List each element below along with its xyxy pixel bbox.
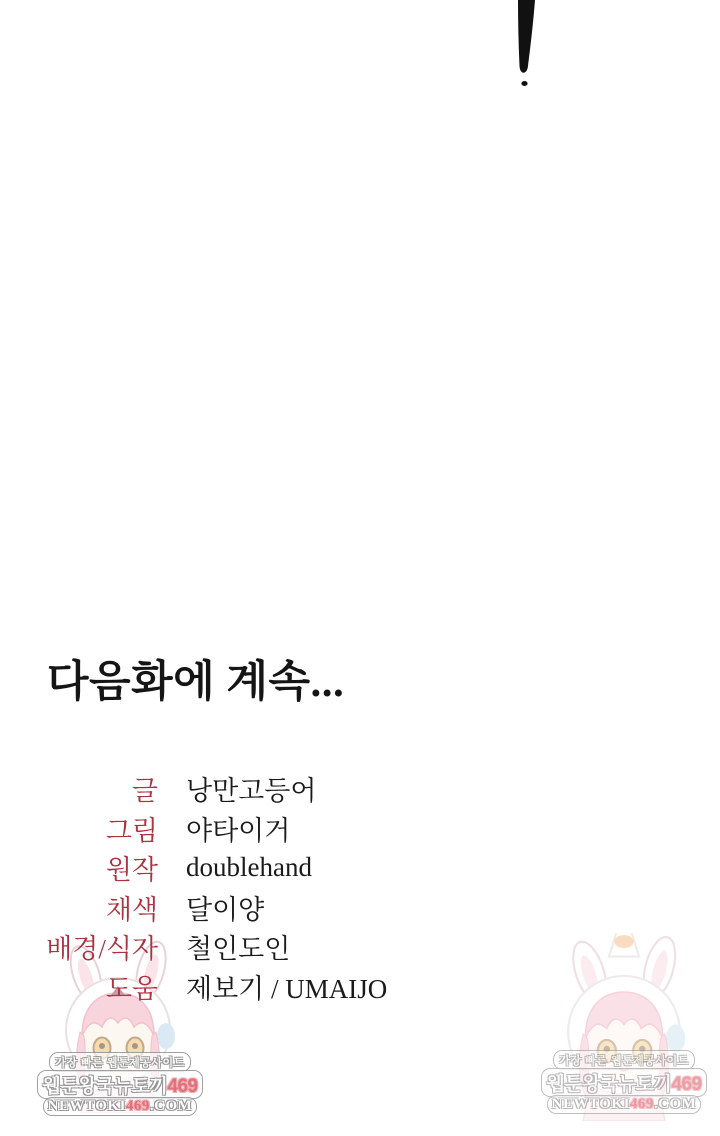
watermark-tagline: 가장 빠른 웹툰제공사이트 [553,1050,695,1070]
watermark-right [538,933,714,1131]
credit-role-label: 채색 [105,894,158,925]
domain-suffix-text: .COM [653,1096,697,1112]
watermark-site-name [37,1070,202,1099]
watermark-site-name [541,1068,706,1097]
credit-person-name: 철인도인 [186,934,291,965]
watermark-domain [43,1097,198,1116]
domain-suffix-text: .COM [149,1098,193,1114]
site-number-text: 469 [671,1074,702,1095]
credit-person-name: 제보기 / UMAIJO [186,973,388,1004]
site-number-text: 469 [167,1076,198,1097]
credit-role-label: 원작 [105,855,158,886]
watermark-tagline: 가장 빠른 웹툰제공사이트 [49,1052,191,1072]
domain-number-text: 469 [125,1098,150,1114]
ink-brush-stroke [515,0,537,90]
credit-person-name: 야타이거 [186,815,291,846]
credit-row-help [0,967,430,1007]
to-be-continued-title: 다음화에 계속... [47,659,345,706]
domain-prefix-text: NEWTOKI [47,1098,126,1114]
credits-list [0,769,430,1006]
credit-person-name: doublehand [186,852,312,883]
credit-role-label: 도움 [105,973,158,1004]
credit-row-background-lettering [0,927,430,967]
credit-role-label: 그림 [105,815,158,846]
site-name-text: 웹툰왕국뉴토끼 [42,1076,168,1097]
credit-role-label: 글 [131,776,158,807]
credit-person-name: 달이양 [186,894,265,925]
site-name-text: 웹툰왕국뉴토끼 [546,1074,672,1095]
credit-person-name: 낭만고등어 [186,776,317,807]
credit-row-writer [0,769,430,809]
site-watermark-badge [546,1050,702,1114]
domain-number-text: 469 [629,1096,654,1112]
credit-row-original [0,848,430,888]
credit-role-label: 배경/식자 [46,934,158,965]
credit-row-coloring [0,888,430,928]
site-watermark-badge [42,1052,198,1116]
domain-prefix-text: NEWTOKI [551,1096,630,1112]
watermark-domain [547,1095,702,1114]
credit-row-artist [0,809,430,849]
